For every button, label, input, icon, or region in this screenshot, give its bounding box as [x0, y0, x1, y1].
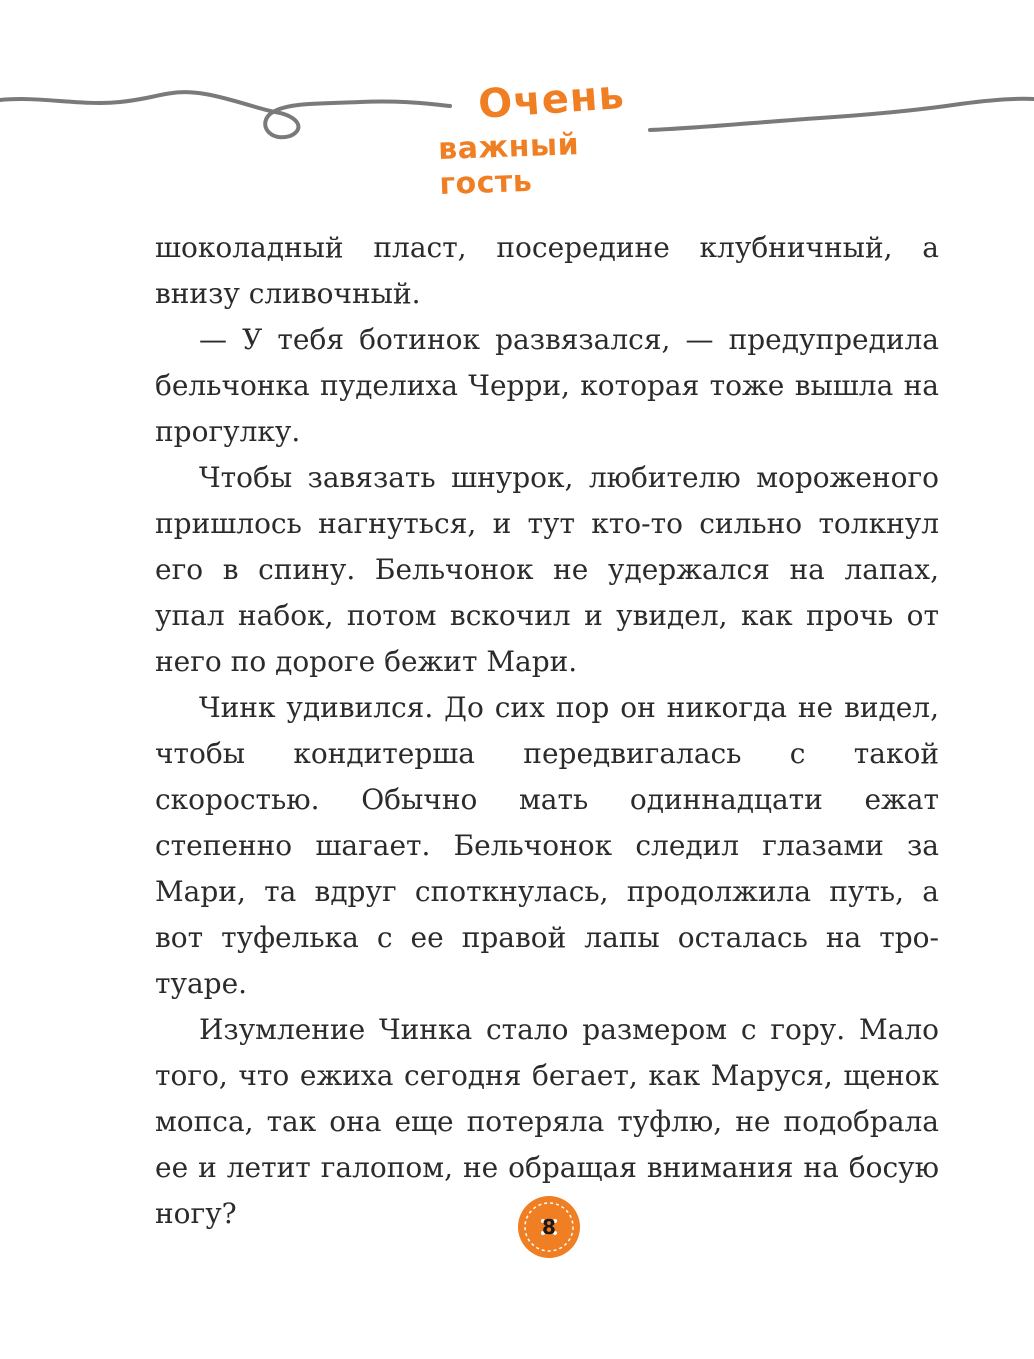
chapter-title [437, 71, 670, 202]
page-number-badge [517, 1195, 581, 1259]
paragraph: Чинк удивился. До сих пор он никогда не видел, чтобы кондитерша передвигалась с такой скоростью. Обычно мать одиннадцати ежат степенно шагает. Бельчонок следил глазами за Мари, та вдруг споткнулась, продолжила путь, а вот туфелька с ее правой лапы осталась на тротуаре. [155, 691, 939, 1000]
body-text [155, 225, 939, 1237]
paragraph: шоколадный пласт, посередине клубничный, а внизу сливочный. [155, 231, 939, 310]
page-number: 8 [542, 1215, 556, 1239]
chapter-title-line2: важный гость [437, 127, 580, 202]
paragraph: Изумление Чинка стало размером с гору. Мало того, что ежиха сегодня бегает, как Маруся, щенок мопса, так она еще потеряла туфлю, не подобрала ее и летит галопом, не обращая внимания на босую ногу? [155, 1013, 939, 1230]
paragraph: Чтобы завязать шнурок, любителю мороженого пришлось нагнуться, и тут кто-то сильно толкнул его в спину. Бельчонок не удержался на лапах, упал набок, потом вскочил и увидел, как прочь от него по дороге бежит Мари. [155, 461, 939, 678]
chapter-title-line1: Очень [476, 71, 627, 128]
paragraph: — У тебя ботинок развязался, — предупредила бельчонка пуделиха Черри, которая тоже вышла на прогулку. [155, 323, 939, 448]
